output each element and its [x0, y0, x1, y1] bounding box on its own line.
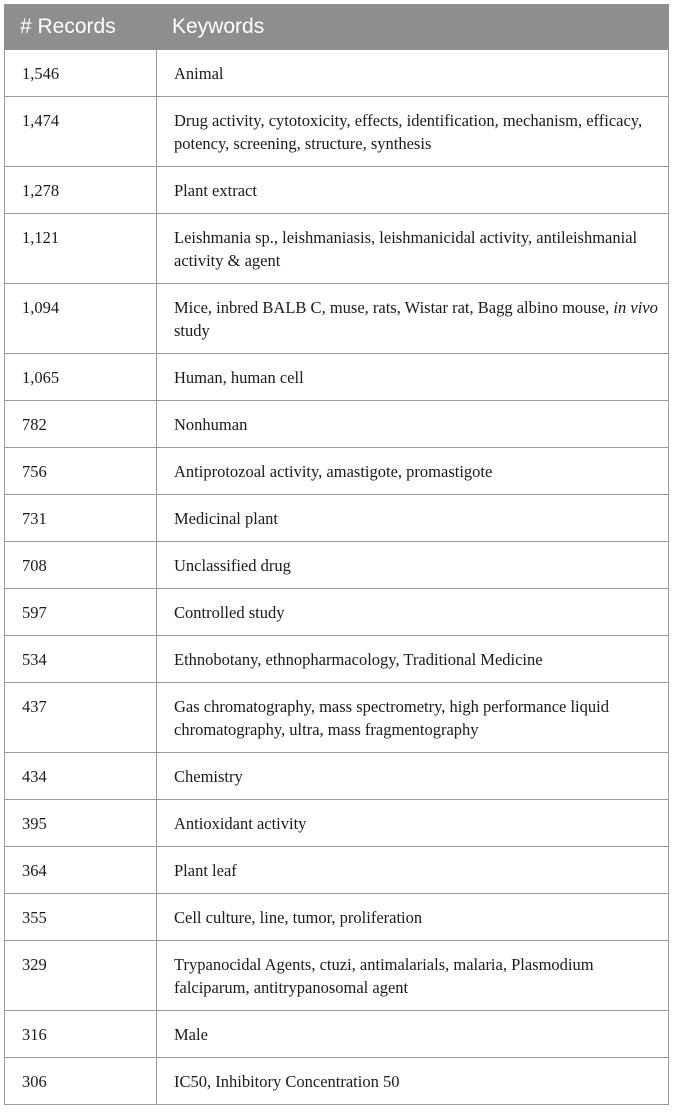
- records-cell: 1,278: [5, 167, 157, 214]
- keywords-cell: [157, 800, 669, 847]
- keywords-cell: [157, 284, 669, 354]
- table-row: [5, 1011, 669, 1058]
- table-row: [5, 214, 669, 284]
- records-cell: 355: [5, 894, 157, 941]
- keywords-italic-text: in vivo: [613, 298, 658, 317]
- keywords-table: [4, 4, 669, 1105]
- records-cell: 395: [5, 800, 157, 847]
- table-row: [5, 847, 669, 894]
- keywords-text: Unclassified drug: [174, 556, 291, 575]
- header-keywords: Keywords: [157, 5, 669, 50]
- keywords-text: Animal: [174, 64, 224, 83]
- records-cell: 1,065: [5, 354, 157, 401]
- keywords-cell: [157, 401, 669, 448]
- keywords-text: Antiprotozoal activity, amastigote, promastigote: [174, 462, 493, 481]
- table-row: [5, 894, 669, 941]
- records-cell: 306: [5, 1058, 157, 1105]
- keywords-text: Trypanocidal Agents, ctuzi, antimalarials, malaria, Plasmodium falciparum, antitrypanosomal agent: [174, 955, 594, 997]
- keywords-text: Medicinal plant: [174, 509, 279, 528]
- table-row: [5, 753, 669, 800]
- table-row: [5, 495, 669, 542]
- keywords-cell: [157, 941, 669, 1011]
- header-records: # Records: [5, 5, 157, 50]
- keywords-text: Controlled study: [174, 603, 285, 622]
- keywords-text: Nonhuman: [174, 415, 248, 434]
- table-row: [5, 683, 669, 753]
- keywords-text: Leishmania sp., leishmaniasis, leishmanicidal activity, antileishmanial activity & agent: [174, 228, 638, 270]
- records-cell: 1,474: [5, 97, 157, 167]
- keywords-tail-text: study: [174, 321, 210, 340]
- keywords-cell: [157, 847, 669, 894]
- keywords-cell: [157, 753, 669, 800]
- table-row: [5, 636, 669, 683]
- table-row: [5, 97, 669, 167]
- keywords-cell: [157, 683, 669, 753]
- table-row: [5, 167, 669, 214]
- keywords-text: Gas chromatography, mass spectrometry, high performance liquid chromatography, ultra, mass fragmentography: [174, 697, 609, 739]
- keywords-text: Human, human cell: [174, 368, 304, 387]
- table-row: [5, 941, 669, 1011]
- table-row: [5, 50, 669, 97]
- keywords-cell: [157, 214, 669, 284]
- keywords-cell: [157, 354, 669, 401]
- keywords-cell: [157, 1011, 669, 1058]
- table-row: [5, 542, 669, 589]
- table-body: [5, 50, 669, 1105]
- keywords-cell: [157, 495, 669, 542]
- table-row: [5, 589, 669, 636]
- table-row: [5, 354, 669, 401]
- records-cell: 1,094: [5, 284, 157, 354]
- keywords-cell: [157, 167, 669, 214]
- table-row: [5, 448, 669, 495]
- records-cell: 437: [5, 683, 157, 753]
- keywords-text: IC50, Inhibitory Concentration 50: [174, 1072, 400, 1091]
- records-cell: 364: [5, 847, 157, 894]
- keywords-cell: [157, 1058, 669, 1105]
- keywords-text: Ethnobotany, ethnopharmacology, Traditional Medicine: [174, 650, 543, 669]
- records-cell: 534: [5, 636, 157, 683]
- table-header-row: [5, 5, 669, 50]
- records-cell: 1,121: [5, 214, 157, 284]
- keywords-text: Cell culture, line, tumor, proliferation: [174, 908, 423, 927]
- table-row: [5, 401, 669, 448]
- table-row: [5, 1058, 669, 1105]
- keywords-cell: [157, 894, 669, 941]
- records-cell: 708: [5, 542, 157, 589]
- keywords-cell: [157, 97, 669, 167]
- keywords-cell: [157, 589, 669, 636]
- table-row: [5, 800, 669, 847]
- records-cell: 1,546: [5, 50, 157, 97]
- keywords-cell: [157, 50, 669, 97]
- records-cell: 316: [5, 1011, 157, 1058]
- keywords-text: Male: [174, 1025, 208, 1044]
- keywords-cell: [157, 542, 669, 589]
- records-cell: 782: [5, 401, 157, 448]
- records-cell: 756: [5, 448, 157, 495]
- records-cell: 329: [5, 941, 157, 1011]
- keywords-cell: [157, 448, 669, 495]
- keywords-text: Plant extract: [174, 181, 257, 200]
- keywords-text: Chemistry: [174, 767, 243, 786]
- table-row: [5, 284, 669, 354]
- records-cell: 731: [5, 495, 157, 542]
- keywords-text: Plant leaf: [174, 861, 237, 880]
- records-cell: 434: [5, 753, 157, 800]
- keywords-text: Drug activity, cytotoxicity, effects, identification, mechanism, efficacy, potency, screening, structure, synthesis: [174, 111, 643, 153]
- keywords-cell: [157, 636, 669, 683]
- keywords-text: Mice, inbred BALB C, muse, rats, Wistar rat, Bagg albino mouse,: [174, 298, 610, 317]
- records-cell: 597: [5, 589, 157, 636]
- keywords-text: Antioxidant activity: [174, 814, 307, 833]
